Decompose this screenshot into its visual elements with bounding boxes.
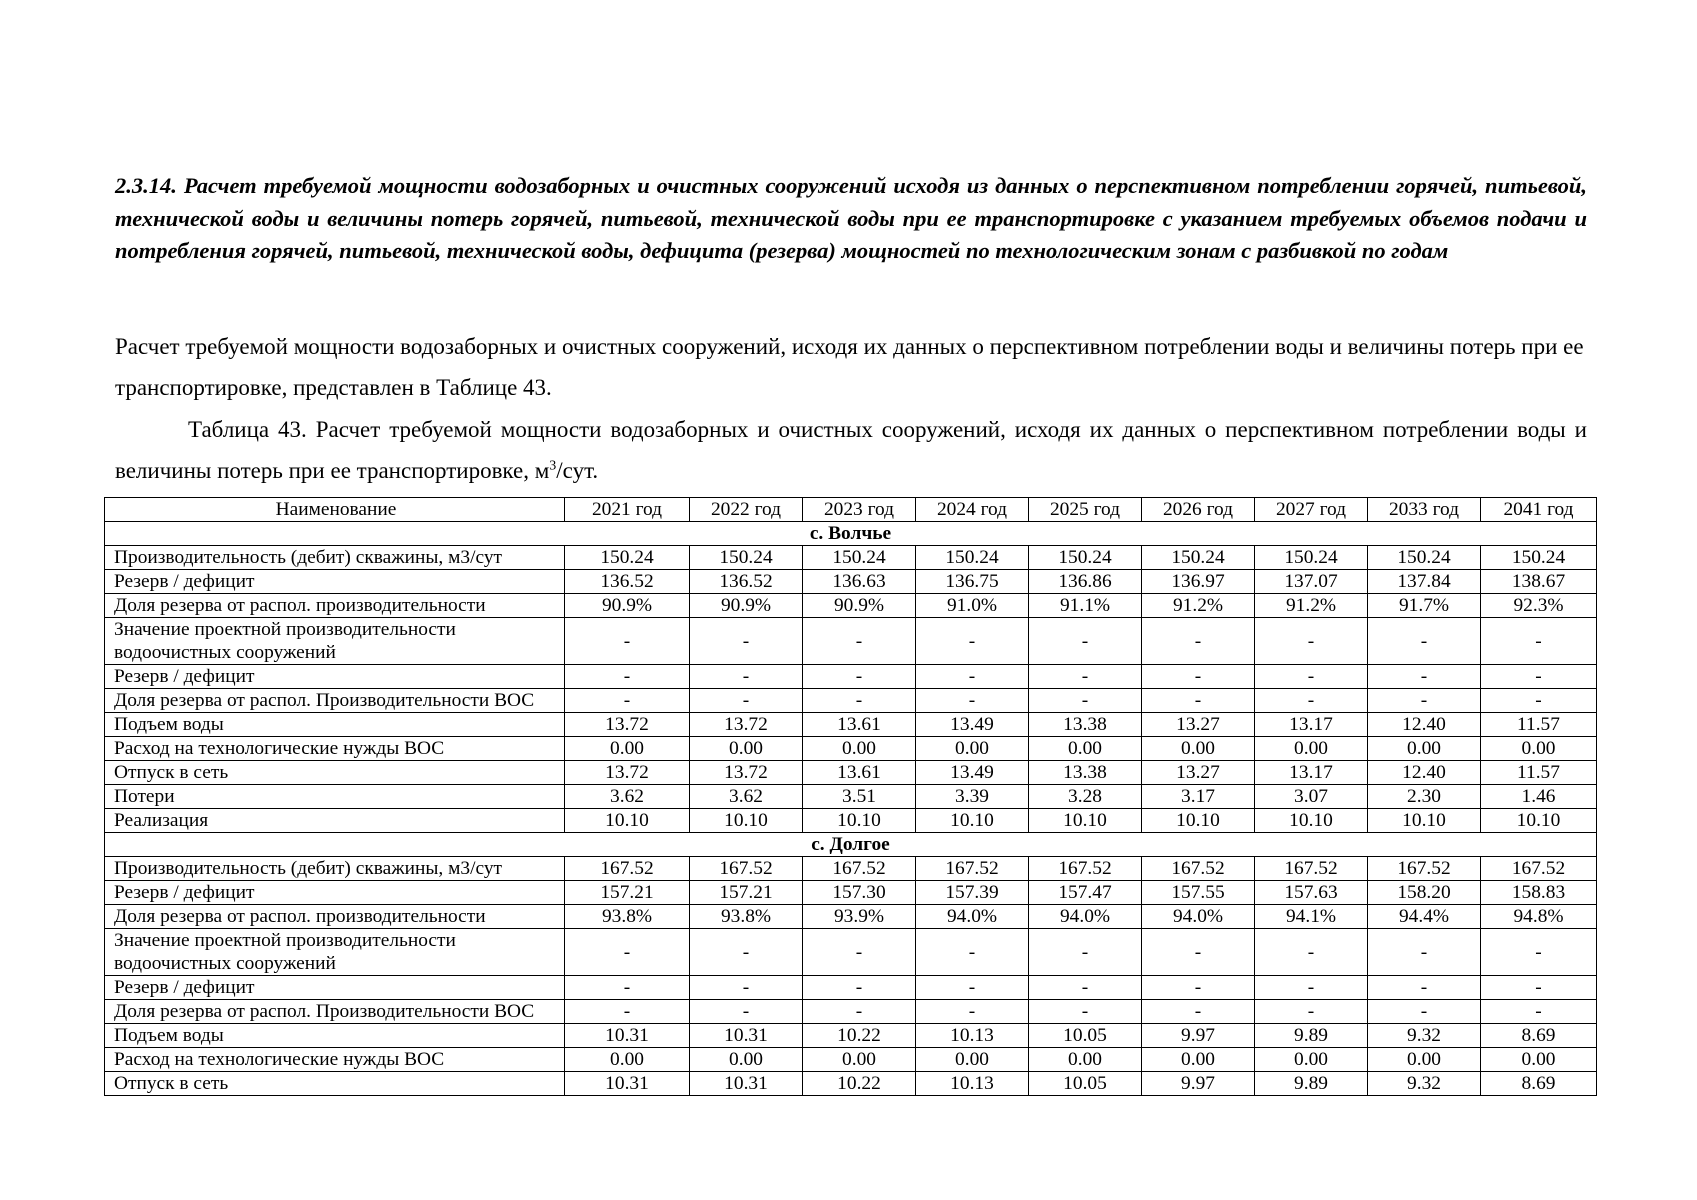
value-cell: 167.52 — [803, 857, 916, 881]
value-cell: 8.69 — [1481, 1072, 1597, 1096]
value-cell: 10.10 — [1029, 809, 1142, 833]
value-cell: 13.17 — [1255, 761, 1368, 785]
value-cell: 167.52 — [565, 857, 690, 881]
row-label: Значение проектной производительности водоочистных сооружений — [105, 618, 565, 665]
value-cell: 9.89 — [1255, 1072, 1368, 1096]
value-cell: 10.10 — [1481, 809, 1597, 833]
value-cell: - — [690, 976, 803, 1000]
value-cell: - — [1142, 689, 1255, 713]
table-header — [105, 498, 1597, 522]
value-cell: 167.52 — [1029, 857, 1142, 881]
value-cell: - — [1255, 929, 1368, 976]
row-label: Резерв / дефицит — [105, 881, 565, 905]
value-cell: 138.67 — [1481, 570, 1597, 594]
value-cell: - — [803, 689, 916, 713]
value-cell: 13.61 — [803, 713, 916, 737]
header-cell-year: 2022 год — [690, 498, 803, 522]
value-cell: 12.40 — [1368, 761, 1481, 785]
value-cell: - — [690, 929, 803, 976]
value-cell: - — [803, 976, 916, 1000]
value-cell: 91.0% — [916, 594, 1029, 618]
value-cell: - — [565, 689, 690, 713]
value-cell: 0.00 — [1368, 737, 1481, 761]
value-cell: 94.8% — [1481, 905, 1597, 929]
value-cell: 9.97 — [1142, 1072, 1255, 1096]
value-cell: 150.24 — [1142, 546, 1255, 570]
group-row — [105, 833, 1597, 857]
value-cell: 167.52 — [916, 857, 1029, 881]
value-cell: 0.00 — [1142, 737, 1255, 761]
header-cell-year: 2026 год — [1142, 498, 1255, 522]
intro-paragraph: Расчет требуемой мощности водозаборных и очистных сооружений, исходя их данных о перспективном потреблении воды и величины потерь при ее транспортировке, представлен в Таблице 43. — [115, 334, 1584, 400]
value-cell: 12.40 — [1368, 713, 1481, 737]
group-title: с. Долгое — [105, 833, 1597, 857]
value-cell: 91.2% — [1142, 594, 1255, 618]
value-cell: 9.32 — [1368, 1072, 1481, 1096]
value-cell: - — [1481, 929, 1597, 976]
caption-tail: /сут. — [556, 458, 599, 483]
value-cell: - — [1255, 976, 1368, 1000]
header-row — [105, 498, 1597, 522]
capacity-table — [104, 497, 1597, 1096]
value-cell: 13.72 — [565, 713, 690, 737]
value-cell: 136.86 — [1029, 570, 1142, 594]
value-cell: 150.24 — [565, 546, 690, 570]
value-cell: 13.49 — [916, 713, 1029, 737]
value-cell: 9.89 — [1255, 1024, 1368, 1048]
value-cell: 10.05 — [1029, 1072, 1142, 1096]
group-row — [105, 522, 1597, 546]
row-label: Отпуск в сеть — [105, 1072, 565, 1096]
value-cell: 0.00 — [1142, 1048, 1255, 1072]
value-cell: 157.21 — [690, 881, 803, 905]
table-row — [105, 689, 1597, 713]
value-cell: 91.1% — [1029, 594, 1142, 618]
value-cell: 0.00 — [803, 1048, 916, 1072]
table-row — [105, 809, 1597, 833]
value-cell: 0.00 — [1481, 1048, 1597, 1072]
table-row — [105, 594, 1597, 618]
value-cell: 150.24 — [1368, 546, 1481, 570]
value-cell: 136.97 — [1142, 570, 1255, 594]
value-cell: 92.3% — [1481, 594, 1597, 618]
value-cell: 91.7% — [1368, 594, 1481, 618]
value-cell: 150.24 — [1481, 546, 1597, 570]
value-cell: - — [916, 976, 1029, 1000]
value-cell: 167.52 — [1255, 857, 1368, 881]
caption-superscript: 3 — [549, 458, 557, 474]
caption-text: Таблица 43. Расчет требуемой мощности водозаборных и очистных сооружений, исходя их данных о перспективном потреблении воды и величины потерь при ее транспортировке, м — [115, 417, 1587, 483]
value-cell: 10.10 — [803, 809, 916, 833]
value-cell: 0.00 — [1481, 737, 1597, 761]
value-cell: 13.27 — [1142, 713, 1255, 737]
row-label: Отпуск в сеть — [105, 761, 565, 785]
value-cell: 1.46 — [1481, 785, 1597, 809]
value-cell: 158.83 — [1481, 881, 1597, 905]
value-cell: 167.52 — [1142, 857, 1255, 881]
table-row — [105, 1000, 1597, 1024]
table-row — [105, 618, 1597, 665]
table-row — [105, 929, 1597, 976]
row-label: Доля резерва от распол. производительности — [105, 594, 565, 618]
row-label: Потери — [105, 785, 565, 809]
table-row — [105, 665, 1597, 689]
value-cell: 136.75 — [916, 570, 1029, 594]
value-cell: 0.00 — [1029, 737, 1142, 761]
value-cell: 10.22 — [803, 1072, 916, 1096]
value-cell: 0.00 — [916, 737, 1029, 761]
value-cell: 10.22 — [803, 1024, 916, 1048]
value-cell: - — [1142, 665, 1255, 689]
row-label: Расход на технологические нужды ВОС — [105, 1048, 565, 1072]
value-cell: 150.24 — [916, 546, 1029, 570]
table-caption — [115, 409, 1587, 491]
table-row — [105, 1072, 1597, 1096]
value-cell: 13.72 — [690, 713, 803, 737]
value-cell: 10.31 — [565, 1024, 690, 1048]
value-cell: 0.00 — [1368, 1048, 1481, 1072]
value-cell: 10.10 — [1255, 809, 1368, 833]
value-cell: 3.62 — [690, 785, 803, 809]
value-cell: 2.30 — [1368, 785, 1481, 809]
value-cell: - — [690, 618, 803, 665]
value-cell: 167.52 — [1368, 857, 1481, 881]
value-cell: 10.13 — [916, 1024, 1029, 1048]
value-cell: 94.0% — [1142, 905, 1255, 929]
row-label: Доля резерва от распол. Производительности ВОС — [105, 689, 565, 713]
row-label: Производительность (дебит) скважины, м3/сут — [105, 857, 565, 881]
value-cell: 9.32 — [1368, 1024, 1481, 1048]
value-cell: - — [1481, 976, 1597, 1000]
header-cell-name: Наименование — [105, 498, 565, 522]
value-cell: 0.00 — [565, 1048, 690, 1072]
value-cell: 10.13 — [916, 1072, 1029, 1096]
value-cell: 10.10 — [565, 809, 690, 833]
value-cell: 8.69 — [1481, 1024, 1597, 1048]
value-cell: 0.00 — [1255, 737, 1368, 761]
header-cell-year: 2027 год — [1255, 498, 1368, 522]
row-label: Производительность (дебит) скважины, м3/сут — [105, 546, 565, 570]
value-cell: - — [1368, 929, 1481, 976]
row-label: Резерв / дефицит — [105, 976, 565, 1000]
value-cell: 94.1% — [1255, 905, 1368, 929]
value-cell: 9.97 — [1142, 1024, 1255, 1048]
value-cell: 137.84 — [1368, 570, 1481, 594]
value-cell: 10.05 — [1029, 1024, 1142, 1048]
value-cell: - — [1481, 618, 1597, 665]
value-cell: 3.39 — [916, 785, 1029, 809]
value-cell: - — [1029, 618, 1142, 665]
table-row — [105, 546, 1597, 570]
value-cell: 137.07 — [1255, 570, 1368, 594]
value-cell: 94.4% — [1368, 905, 1481, 929]
row-label: Резерв / дефицит — [105, 665, 565, 689]
value-cell: - — [1368, 976, 1481, 1000]
table-row — [105, 1048, 1597, 1072]
table-row — [105, 570, 1597, 594]
value-cell: - — [565, 929, 690, 976]
value-cell: - — [1029, 689, 1142, 713]
value-cell: 90.9% — [690, 594, 803, 618]
value-cell: 10.10 — [690, 809, 803, 833]
table-row — [105, 785, 1597, 809]
value-cell: 167.52 — [1481, 857, 1597, 881]
table-row — [105, 905, 1597, 929]
header-cell-year: 2021 год — [565, 498, 690, 522]
value-cell: 90.9% — [565, 594, 690, 618]
table-row — [105, 1024, 1597, 1048]
value-cell: 0.00 — [1255, 1048, 1368, 1072]
value-cell: 157.47 — [1029, 881, 1142, 905]
value-cell: 13.72 — [690, 761, 803, 785]
value-cell: 3.51 — [803, 785, 916, 809]
value-cell: 10.10 — [1142, 809, 1255, 833]
row-label: Расход на технологические нужды ВОС — [105, 737, 565, 761]
header-cell-year: 2023 год — [803, 498, 916, 522]
value-cell: - — [1142, 618, 1255, 665]
value-cell: 13.49 — [916, 761, 1029, 785]
value-cell: 10.10 — [916, 809, 1029, 833]
value-cell: 93.8% — [565, 905, 690, 929]
row-label: Доля резерва от распол. Производительности ВОС — [105, 1000, 565, 1024]
value-cell: 90.9% — [803, 594, 916, 618]
row-label: Реализация — [105, 809, 565, 833]
section-heading: 2.3.14. Расчет требуемой мощности водозаборных и очистных сооружений исходя из данных о перспективном потреблении горячей, питьевой, технической воды и величины потерь горячей, питьевой, технической воды при ее транспортировке с указанием требуемых объемов подачи и потребления горячей, питьевой, технической воды, дефицита (резерва) мощностей по технологическим зонам с разбивкой по годам — [115, 173, 1587, 263]
value-cell: - — [1029, 1000, 1142, 1024]
value-cell: - — [803, 618, 916, 665]
value-cell: - — [1255, 1000, 1368, 1024]
value-cell: - — [690, 665, 803, 689]
value-cell: 93.8% — [690, 905, 803, 929]
group-title: с. Волчье — [105, 522, 1597, 546]
value-cell: 0.00 — [565, 737, 690, 761]
value-cell: - — [803, 929, 916, 976]
row-label: Резерв / дефицит — [105, 570, 565, 594]
value-cell: 136.52 — [565, 570, 690, 594]
value-cell: - — [690, 1000, 803, 1024]
value-cell: - — [916, 618, 1029, 665]
table-row — [105, 857, 1597, 881]
value-cell: - — [1029, 929, 1142, 976]
value-cell: 3.07 — [1255, 785, 1368, 809]
value-cell: 0.00 — [690, 1048, 803, 1072]
value-cell: 157.63 — [1255, 881, 1368, 905]
value-cell: - — [803, 665, 916, 689]
value-cell: 13.17 — [1255, 713, 1368, 737]
row-label: Подъем воды — [105, 1024, 565, 1048]
header-cell-year: 2024 год — [916, 498, 1029, 522]
value-cell: 158.20 — [1368, 881, 1481, 905]
value-cell: 3.28 — [1029, 785, 1142, 809]
table-body — [105, 522, 1597, 1096]
value-cell: - — [1255, 689, 1368, 713]
value-cell: - — [1142, 929, 1255, 976]
value-cell: 13.72 — [565, 761, 690, 785]
value-cell: 10.31 — [690, 1024, 803, 1048]
value-cell: 136.63 — [803, 570, 916, 594]
value-cell: - — [1481, 1000, 1597, 1024]
value-cell: - — [1368, 665, 1481, 689]
value-cell: 13.38 — [1029, 713, 1142, 737]
value-cell: - — [916, 1000, 1029, 1024]
value-cell: - — [1255, 665, 1368, 689]
value-cell: - — [916, 665, 1029, 689]
value-cell: 150.24 — [690, 546, 803, 570]
value-cell: 150.24 — [1255, 546, 1368, 570]
value-cell: - — [690, 689, 803, 713]
value-cell: - — [1481, 665, 1597, 689]
row-label: Значение проектной производительности водоочистных сооружений — [105, 929, 565, 976]
table-row — [105, 761, 1597, 785]
value-cell: - — [916, 689, 1029, 713]
value-cell: - — [565, 618, 690, 665]
value-cell: - — [1255, 618, 1368, 665]
value-cell: - — [1142, 1000, 1255, 1024]
value-cell: - — [803, 1000, 916, 1024]
row-label: Подъем воды — [105, 713, 565, 737]
value-cell: 0.00 — [1029, 1048, 1142, 1072]
value-cell: - — [1368, 618, 1481, 665]
value-cell: - — [565, 976, 690, 1000]
value-cell: 10.31 — [690, 1072, 803, 1096]
value-cell: 157.39 — [916, 881, 1029, 905]
value-cell: 0.00 — [803, 737, 916, 761]
value-cell: 13.27 — [1142, 761, 1255, 785]
value-cell: 0.00 — [916, 1048, 1029, 1072]
value-cell: - — [565, 1000, 690, 1024]
row-label: Доля резерва от распол. производительности — [105, 905, 565, 929]
table-row — [105, 976, 1597, 1000]
value-cell: - — [1368, 689, 1481, 713]
value-cell: - — [565, 665, 690, 689]
value-cell: 94.0% — [916, 905, 1029, 929]
value-cell: 157.55 — [1142, 881, 1255, 905]
value-cell: - — [916, 929, 1029, 976]
value-cell: 157.21 — [565, 881, 690, 905]
value-cell: - — [1481, 689, 1597, 713]
value-cell: 10.31 — [565, 1072, 690, 1096]
value-cell: 167.52 — [690, 857, 803, 881]
header-cell-year: 2041 год — [1481, 498, 1597, 522]
value-cell: 157.30 — [803, 881, 916, 905]
table-row — [105, 713, 1597, 737]
value-cell: 91.2% — [1255, 594, 1368, 618]
value-cell: 13.61 — [803, 761, 916, 785]
value-cell: 136.52 — [690, 570, 803, 594]
value-cell: 0.00 — [690, 737, 803, 761]
value-cell: 150.24 — [803, 546, 916, 570]
value-cell: 11.57 — [1481, 761, 1597, 785]
table-row — [105, 737, 1597, 761]
value-cell: - — [1142, 976, 1255, 1000]
value-cell: - — [1029, 665, 1142, 689]
value-cell: 13.38 — [1029, 761, 1142, 785]
value-cell: - — [1029, 976, 1142, 1000]
value-cell: 10.10 — [1368, 809, 1481, 833]
value-cell: 11.57 — [1481, 713, 1597, 737]
value-cell: - — [1368, 1000, 1481, 1024]
header-cell-year: 2033 год — [1368, 498, 1481, 522]
value-cell: 3.62 — [565, 785, 690, 809]
value-cell: 93.9% — [803, 905, 916, 929]
value-cell: 150.24 — [1029, 546, 1142, 570]
table-row — [105, 881, 1597, 905]
value-cell: 3.17 — [1142, 785, 1255, 809]
header-cell-year: 2025 год — [1029, 498, 1142, 522]
value-cell: 94.0% — [1029, 905, 1142, 929]
